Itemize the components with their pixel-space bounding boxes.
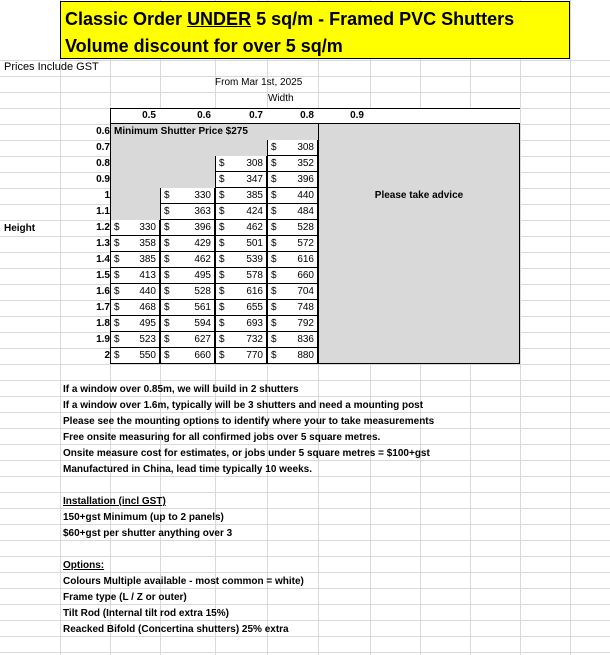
price-cell	[267, 332, 318, 348]
currency-symbol: $	[271, 302, 277, 313]
currency-symbol: $	[114, 286, 120, 297]
currency-symbol: $	[164, 254, 170, 265]
price-value: 539	[246, 254, 263, 265]
currency-symbol: $	[114, 318, 120, 329]
title-line-1: Classic Order UNDER 5 sq/m - Framed PVC Shutters	[65, 9, 515, 29]
height-1-1: 1.1	[96, 206, 110, 217]
price-value: 704	[297, 286, 314, 297]
currency-symbol: $	[271, 334, 277, 345]
gridline-horizontal	[0, 556, 610, 557]
minimum-price-region	[110, 172, 215, 188]
price-value: 528	[297, 222, 314, 233]
price-value: 748	[297, 302, 314, 313]
price-cell	[160, 316, 215, 332]
price-cell	[215, 156, 267, 172]
price-value: 468	[139, 302, 156, 313]
currency-symbol: $	[271, 350, 277, 361]
price-cell	[160, 284, 215, 300]
price-cell	[267, 348, 318, 364]
note-line: If a window over 1.6m, typically will be 3 shutters and need a mounting post	[63, 400, 424, 411]
price-cell	[267, 284, 318, 300]
gridline-horizontal	[0, 364, 610, 365]
height-label: Height	[4, 223, 36, 234]
height-0-8: 0.8	[96, 158, 110, 169]
price-value: 770	[246, 350, 263, 361]
currency-symbol: $	[271, 158, 277, 169]
price-value: 792	[297, 318, 314, 329]
height-1-8: 1.8	[96, 318, 110, 329]
title-banner	[60, 1, 570, 59]
price-cell	[267, 156, 318, 172]
note-line: Manufactured in China, lead time typically 10 weeks.	[63, 464, 312, 475]
price-cell	[160, 220, 215, 236]
price-cell	[267, 236, 318, 252]
price-cell	[160, 348, 215, 364]
width-header-0-5: 0.5	[142, 110, 156, 121]
minimum-price-region	[110, 204, 160, 220]
currency-symbol: $	[164, 318, 170, 329]
price-value: 440	[297, 190, 314, 201]
currency-symbol: $	[271, 190, 277, 201]
width-header-0-7: 0.7	[249, 110, 263, 121]
height-1-9: 1.9	[96, 334, 110, 345]
price-value: 523	[139, 334, 156, 345]
width-header-0-8: 0.8	[300, 110, 314, 121]
currency-symbol: $	[219, 270, 225, 281]
width-header-0-9: 0.9	[350, 110, 364, 121]
currency-symbol: $	[219, 254, 225, 265]
price-cell	[215, 300, 267, 316]
title-under-word: UNDER	[187, 9, 252, 29]
currency-symbol: $	[219, 302, 225, 313]
currency-symbol: $	[271, 206, 277, 217]
installation-heading: Installation (incl GST)	[63, 496, 166, 507]
width-header-0-6: 0.6	[197, 110, 211, 121]
minimum-price-region	[110, 156, 215, 172]
price-cell	[215, 284, 267, 300]
gridline-horizontal	[0, 652, 610, 653]
header-border	[110, 108, 520, 124]
prices-note: Prices Include GST	[4, 61, 99, 73]
currency-symbol: $	[164, 238, 170, 249]
price-cell	[215, 268, 267, 284]
advice-region	[318, 124, 520, 364]
price-value: 429	[194, 238, 211, 249]
price-value: 528	[194, 286, 211, 297]
price-value: 396	[194, 222, 211, 233]
currency-symbol: $	[114, 238, 120, 249]
price-cell	[215, 252, 267, 268]
price-cell	[267, 204, 318, 220]
currency-symbol: $	[164, 206, 170, 217]
table-bottom-border	[110, 363, 520, 364]
price-value: 550	[139, 350, 156, 361]
height-1-5: 1.5	[96, 270, 110, 281]
price-value: 308	[246, 158, 263, 169]
price-value: 594	[194, 318, 211, 329]
height-2: 2	[104, 350, 110, 361]
currency-symbol: $	[219, 334, 225, 345]
price-cell	[215, 332, 267, 348]
price-cell	[215, 172, 267, 188]
height-1-4: 1.4	[96, 254, 110, 265]
installation-line-2: $60+gst per shutter anything over 3	[63, 528, 233, 539]
price-cell	[110, 236, 160, 252]
from-date: From Mar 1st, 2025	[215, 77, 303, 88]
gridline-horizontal	[0, 492, 610, 493]
price-cell	[215, 348, 267, 364]
currency-symbol: $	[219, 190, 225, 201]
price-value: 572	[297, 238, 314, 249]
table-left-border	[110, 108, 111, 364]
advice-text: Please take advice	[374, 190, 464, 201]
option-line-1: Colours Multiple available - most common = white)	[63, 576, 304, 587]
price-cell	[215, 316, 267, 332]
price-value: 616	[246, 286, 263, 297]
price-value: 561	[194, 302, 211, 313]
currency-symbol: $	[271, 174, 277, 185]
price-cell	[215, 204, 267, 220]
price-value: 495	[194, 270, 211, 281]
width-label: Width	[268, 93, 294, 104]
currency-symbol: $	[271, 238, 277, 249]
price-cell	[267, 252, 318, 268]
currency-symbol: $	[271, 142, 277, 153]
price-cell	[110, 252, 160, 268]
price-cell	[110, 316, 160, 332]
price-cell	[160, 236, 215, 252]
price-cell	[160, 268, 215, 284]
height-0-7: 0.7	[96, 142, 110, 153]
price-cell	[160, 252, 215, 268]
price-value: 880	[297, 350, 314, 361]
currency-symbol: $	[219, 158, 225, 169]
currency-symbol: $	[219, 206, 225, 217]
currency-symbol: $	[164, 286, 170, 297]
price-cell	[110, 220, 160, 236]
price-cell	[215, 236, 267, 252]
price-value: 352	[297, 158, 314, 169]
options-heading: Options:	[63, 560, 105, 571]
price-value: 358	[139, 238, 156, 249]
height-0-9: 0.9	[96, 174, 110, 185]
price-value: 616	[297, 254, 314, 265]
minimum-price-note: Minimum Shutter Price $275	[114, 126, 248, 137]
price-value: 347	[246, 174, 263, 185]
price-cell	[160, 188, 215, 204]
option-line-2: Frame type (L / Z or outer)	[63, 592, 187, 603]
currency-symbol: $	[164, 334, 170, 345]
currency-symbol: $	[271, 222, 277, 233]
currency-symbol: $	[114, 222, 120, 233]
height-1-6: 1.6	[96, 286, 110, 297]
price-cell	[267, 268, 318, 284]
price-cell	[267, 316, 318, 332]
price-cell	[267, 140, 318, 156]
price-value: 413	[139, 270, 156, 281]
gridline-horizontal	[0, 380, 610, 381]
price-value: 385	[246, 190, 263, 201]
currency-symbol: $	[219, 174, 225, 185]
price-value: 462	[246, 222, 263, 233]
currency-symbol: $	[114, 334, 120, 345]
minimum-price-region	[110, 140, 267, 156]
currency-symbol: $	[164, 222, 170, 233]
height-0-6: 0.6	[96, 126, 110, 137]
price-value: 424	[246, 206, 263, 217]
currency-symbol: $	[164, 190, 170, 201]
currency-symbol: $	[271, 286, 277, 297]
currency-symbol: $	[219, 238, 225, 249]
height-1-7: 1.7	[96, 302, 110, 313]
currency-symbol: $	[271, 254, 277, 265]
currency-symbol: $	[271, 318, 277, 329]
title-line-2: Volume discount for over 5 sq/m	[65, 36, 343, 56]
price-cell	[110, 268, 160, 284]
price-value: 495	[139, 318, 156, 329]
price-cell	[160, 204, 215, 220]
option-line-3: Tilt Rod (Internal tilt rod extra 15%)	[63, 608, 229, 619]
note-line: Please see the mounting options to identify where your to take measurements	[63, 416, 435, 427]
price-value: 484	[297, 206, 314, 217]
price-value: 655	[246, 302, 263, 313]
note-line: Free onsite measuring for all confirmed jobs over 5 square metres.	[63, 432, 381, 443]
price-cell	[110, 348, 160, 364]
price-cell	[267, 188, 318, 204]
price-value: 330	[194, 190, 211, 201]
gridline-horizontal	[0, 92, 610, 93]
price-value: 363	[194, 206, 211, 217]
price-value: 501	[246, 238, 263, 249]
price-cell	[267, 300, 318, 316]
price-value: 693	[246, 318, 263, 329]
currency-symbol: $	[114, 302, 120, 313]
price-value: 836	[297, 334, 314, 345]
price-cell	[215, 220, 267, 236]
price-cell	[215, 188, 267, 204]
currency-symbol: $	[114, 270, 120, 281]
currency-symbol: $	[164, 302, 170, 313]
installation-line-1: 150+gst Minimum (up to 2 panels)	[63, 512, 224, 523]
price-value: 396	[297, 174, 314, 185]
currency-symbol: $	[219, 286, 225, 297]
price-cell	[110, 300, 160, 316]
price-value: 308	[297, 142, 314, 153]
currency-symbol: $	[219, 350, 225, 361]
price-value: 385	[139, 254, 156, 265]
price-cell	[160, 300, 215, 316]
price-cell	[267, 172, 318, 188]
price-value: 732	[246, 334, 263, 345]
currency-symbol: $	[164, 270, 170, 281]
height-1: 1	[104, 190, 110, 201]
price-cell	[267, 220, 318, 236]
price-cell	[110, 332, 160, 348]
price-cell	[110, 284, 160, 300]
price-cell	[160, 332, 215, 348]
note-line: Onsite measure cost for estimates, or jobs under 5 square metres = $100+gst	[63, 448, 430, 459]
currency-symbol: $	[114, 350, 120, 361]
currency-symbol: $	[271, 270, 277, 281]
price-value: 330	[139, 222, 156, 233]
height-1-3: 1.3	[96, 238, 110, 249]
currency-symbol: $	[219, 318, 225, 329]
price-value: 440	[139, 286, 156, 297]
price-value: 578	[246, 270, 263, 281]
price-value: 660	[194, 350, 211, 361]
minimum-price-region	[110, 188, 160, 204]
option-line-4: Reacked Bifold (Concertina shutters) 25% extra	[63, 624, 289, 635]
note-line: If a window over 0.85m, we will build in 2 shutters	[63, 384, 299, 395]
price-value: 660	[297, 270, 314, 281]
price-value: 462	[194, 254, 211, 265]
currency-symbol: $	[219, 222, 225, 233]
currency-symbol: $	[114, 254, 120, 265]
gridline-horizontal	[0, 76, 610, 77]
height-1-2: 1.2	[96, 222, 110, 233]
currency-symbol: $	[164, 350, 170, 361]
price-value: 627	[194, 334, 211, 345]
